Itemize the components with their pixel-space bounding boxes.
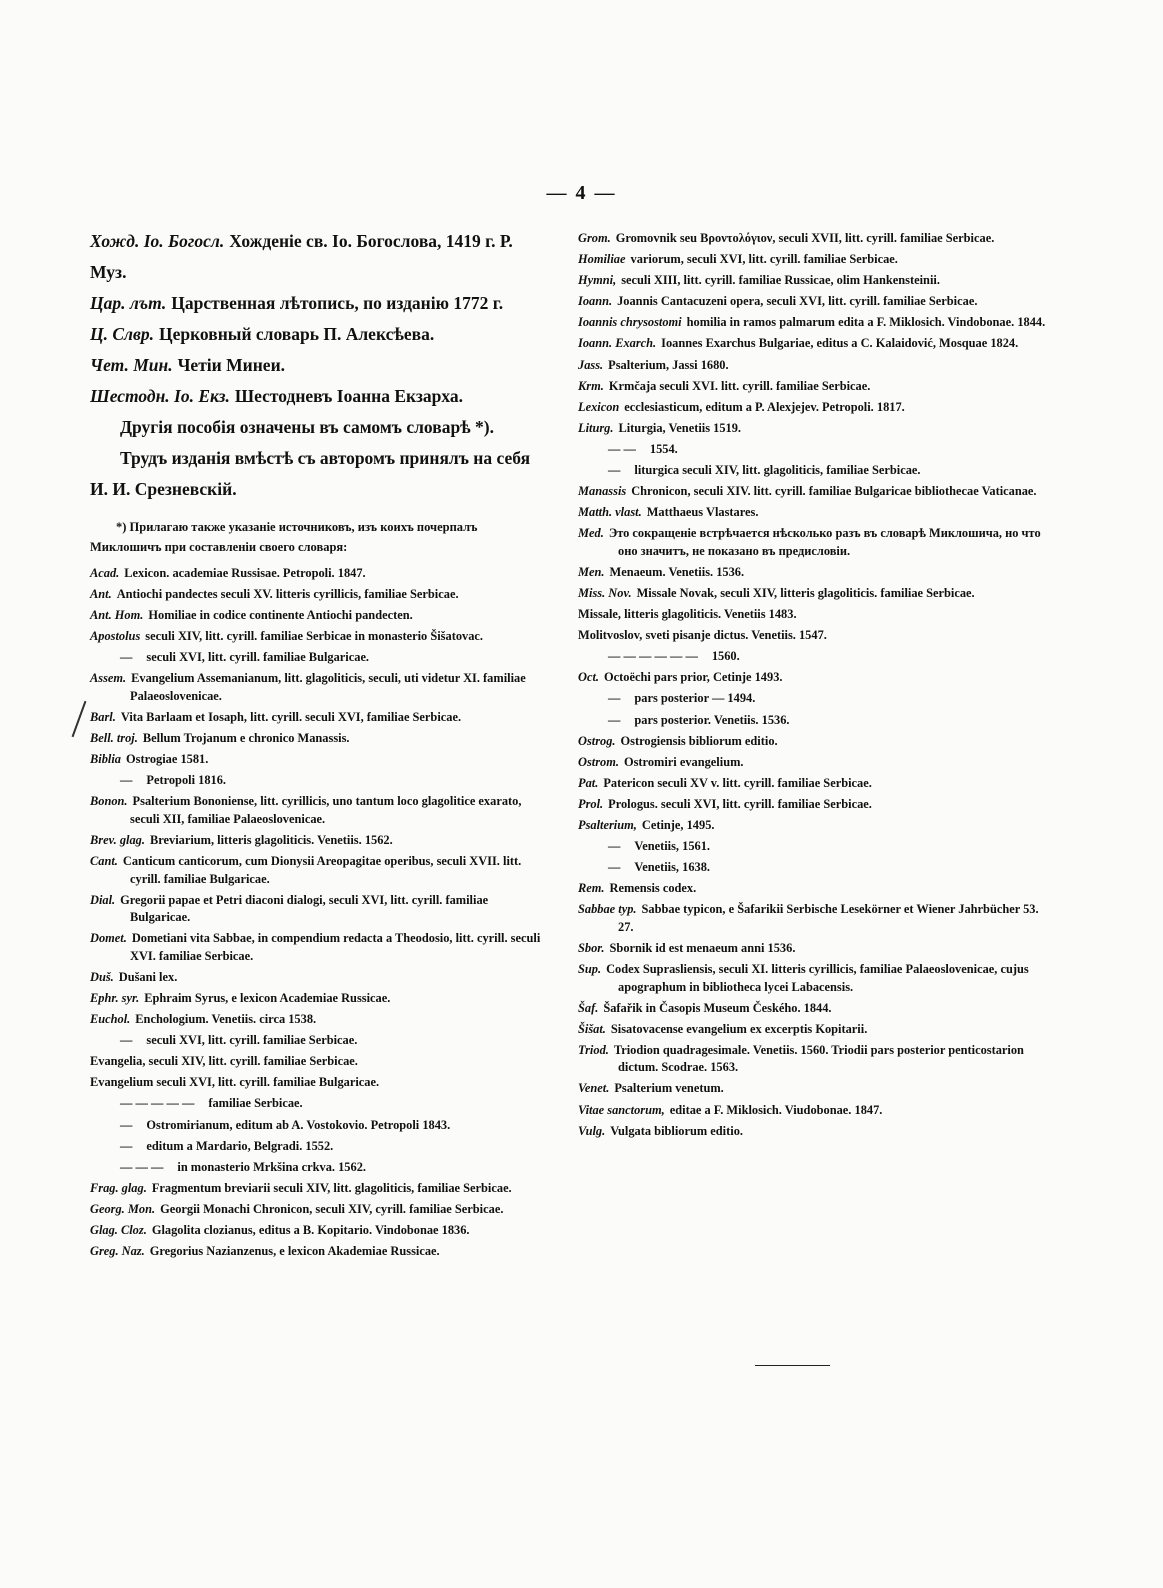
source-entry <box>578 817 1048 835</box>
source-entry <box>90 649 545 667</box>
source-entry-text: Codex Suprasliensis, seculi XI. litteris cyrillicis, familiae Palaeoslovenicae, cujus apographum in bibliotheca lycei Labacensis. <box>606 962 1029 994</box>
source-entry-text: Lexicon. academiae Russisae. Petropoli. 1847. <box>124 566 366 580</box>
source-entry-text: Evangelia, seculi XIV, litt. cyrill. familiae Serbicae. <box>90 1054 358 1069</box>
source-entry <box>578 961 1048 996</box>
source-entry <box>90 1032 545 1050</box>
source-entry <box>90 892 545 927</box>
source-entry <box>578 1080 1048 1098</box>
source-entry <box>578 880 1048 898</box>
source-entry-text: in monasterio Mrkšina crkva. 1562. <box>177 1159 366 1174</box>
source-entry <box>578 1123 1048 1141</box>
source-entry-abbr: — <box>608 712 621 727</box>
source-entry <box>578 251 1048 269</box>
page-number: — 4 — <box>546 182 617 204</box>
source-entry <box>90 1138 545 1156</box>
source-entry-abbr: Ostrom. <box>578 754 619 769</box>
source-entry-abbr: — <box>120 650 133 665</box>
source-line <box>90 319 545 350</box>
source-entry <box>578 504 1048 522</box>
source-entry-text: Это сокращеніе встрѣчается нѣсколько разъ въ словарѣ Миклошича, но что оно значитъ, не показано въ предисловіи. <box>608 526 1041 558</box>
source-entry-abbr: — — — — — — <box>608 649 698 664</box>
source-entry-text: Breviarium, litteris glagoliticis. Venetiis. 1562. <box>149 833 393 848</box>
source-entry <box>90 751 545 769</box>
margin-pencil-mark <box>72 701 87 737</box>
source-line-text: Церковный словарь П. Алексѣева. <box>158 324 435 344</box>
source-entry <box>578 627 1048 645</box>
source-entry <box>90 1243 545 1261</box>
left-column <box>90 226 545 1264</box>
source-entry <box>90 990 545 1008</box>
source-entry-abbr: — <box>608 463 621 478</box>
source-entry-text: Psalterium Bononiense, litt. cyrillicis, uno tantum loco glagolitice exarato, seculi XII, familiae Palaeoslovenicae. <box>130 794 522 826</box>
source-line <box>90 226 545 288</box>
right-source-entries <box>578 230 1048 1140</box>
source-entry-abbr: Brev. glag. <box>90 833 145 848</box>
source-entry <box>578 606 1048 624</box>
source-entry <box>578 1102 1048 1120</box>
source-entry-abbr: — <box>608 691 621 706</box>
source-entry-text: Canticum canticorum, cum Dionysii Areopagitae operibus, seculi XVII. litt. cyrill. familiae Bulgaricae. <box>122 854 522 886</box>
source-entry-abbr: — <box>120 773 133 788</box>
source-entry-text: Dometiani vita Sabbae, in compendium redacta a Theodosio, litt. cyrill. seculi XVI. familiae Serbicae. <box>130 931 541 963</box>
source-entry-abbr: Miss. Nov. <box>578 586 632 600</box>
source-entry-abbr: Sbor. <box>578 941 605 955</box>
source-entry-text: seculi XVI, litt. cyrill. familiae Serbicae. <box>146 1033 358 1048</box>
source-entry-text: Psalterium, Jassi 1680. <box>608 357 729 372</box>
source-entry-text: Bellum Trojanum e chronico Manassis. <box>142 731 350 746</box>
source-entry <box>90 1117 545 1135</box>
source-entry-abbr: Assem. <box>90 671 127 686</box>
source-entry-text: Georgii Monachi Chronicon, seculi XIV, cyrill. familiae Serbicae. <box>160 1201 504 1216</box>
source-entry-abbr: Šišat. <box>578 1021 606 1036</box>
source-entry-text: Antiochi pandectes seculi XV. litteris cyrillicis, familiae Serbicae. <box>116 587 459 602</box>
source-entry <box>90 730 545 748</box>
source-entry-text: Sisatovacense evangelium ex excerptis Kopitarii. <box>610 1021 868 1036</box>
source-entry <box>90 628 545 646</box>
source-entry-abbr: Jass. <box>578 357 604 372</box>
source-entry <box>90 772 545 790</box>
source-entry <box>90 930 545 965</box>
source-entry <box>578 483 1048 501</box>
source-entry-text: Triodion quadragesimale. Venetiis. 1560. Triodii pars posterior penticostarion dictum. Scodrae. 1563. <box>613 1042 1024 1075</box>
source-entry <box>578 293 1048 311</box>
source-line-abbr: Ц. Слвр. <box>90 324 154 344</box>
source-line-abbr: Цар. лът. <box>90 293 167 313</box>
source-entry-text: Octoëchi pars prior, Cetinje 1493. <box>604 670 783 685</box>
source-entry-abbr: Bonon. <box>90 794 128 809</box>
source-entry-text: Molitvoslov, sveti pisanje dictus. Venetiis. 1547. <box>578 628 827 643</box>
source-entry-text: Evangelium Assemanianum, litt. glagoliticis, seculi, uti videtur XI. familiae Palaeoslovenicae. <box>130 671 526 703</box>
source-entry <box>90 1222 545 1240</box>
source-entry-text: Sabbae typicon, e Šafarikii Serbische Lesekörner et Wiener Jahrbücher 53. 27. <box>618 902 1039 934</box>
source-entry-abbr: Psalterium, <box>578 818 637 833</box>
source-entry <box>578 314 1048 332</box>
source-entry-abbr: Lexicon <box>578 399 620 414</box>
source-entry-text: pars posterior — 1494. <box>634 691 756 706</box>
source-entry-abbr: Rem. <box>578 881 605 896</box>
source-entry-text: editum a Mardario, Belgradi. 1552. <box>146 1138 334 1153</box>
source-entry-abbr: Venet. <box>578 1081 610 1096</box>
source-entry-abbr: Barl. <box>90 710 116 725</box>
source-entry <box>578 669 1048 687</box>
source-entry <box>578 462 1048 480</box>
source-entry-abbr: Biblia <box>90 752 121 767</box>
source-entry-text: Gregorii papae et Petri diaconi dialogi, seculi XVI, litt. cyrill. familiae Bulgaricae. <box>120 892 489 925</box>
source-entry-text: Patericon seculi XV v. litt. cyrill. familiae Serbicae. <box>603 775 872 790</box>
source-entry-abbr: Men. <box>578 564 605 579</box>
editor-note: Трудъ изданія вмѣстѣ съ авторомъ принялъ на себя И. И. Срезневскій. <box>90 448 531 499</box>
source-entry <box>578 712 1048 730</box>
source-entry-text: Krmčaja seculi XVI. litt. cyrill. familiae Serbicae. <box>608 378 871 393</box>
source-entry-text: Šafařik in Časopis Museum Českého. 1844. <box>603 1000 832 1015</box>
source-entry-abbr: Vitae sanctorum, <box>578 1102 665 1117</box>
source-entry <box>578 441 1048 459</box>
source-entry-abbr: Ostrog. <box>578 733 616 748</box>
source-entry <box>578 335 1048 353</box>
source-entry-text: Evangelium seculi XVI, litt. cyrill. familiae Bulgaricae. <box>90 1075 380 1090</box>
source-entry-text: Vita Barlaam et Iosaph, litt. cyrill. seculi XVI, familiae Serbicae. <box>120 710 462 725</box>
source-entry-abbr: — — <box>608 441 636 456</box>
source-entry <box>90 1095 545 1113</box>
other-aids-note: Другія пособія означены въ самомъ словарѣ *). <box>120 417 495 437</box>
source-entry-text: Enchologium. Venetiis. circa 1538. <box>135 1012 317 1027</box>
source-entry <box>90 1201 545 1219</box>
source-entry <box>578 399 1048 417</box>
source-entry <box>578 859 1048 877</box>
left-source-entries <box>90 565 545 1261</box>
source-entry-abbr: — <box>608 839 621 854</box>
source-entry-abbr: Acad. <box>90 566 120 580</box>
end-rule <box>755 1365 830 1366</box>
source-line-abbr: Хожд. Io. Богосл. <box>90 231 225 251</box>
source-entry <box>90 670 545 705</box>
source-line-text: Хожденіе св. Io. Богослова, 1419 г. Р. Муз. <box>90 231 513 282</box>
source-entry-abbr: Dial. <box>90 892 116 907</box>
source-entry-text: Ephraim Syrus, e lexicon Academiae Russicae. <box>144 991 391 1005</box>
source-entry-text: pars posterior. Venetiis. 1536. <box>634 712 790 727</box>
source-entry-abbr: — — — — — <box>120 1096 195 1111</box>
source-entry-abbr: Ioannis chrysostomi <box>578 315 682 330</box>
source-line <box>90 381 545 412</box>
source-entry <box>578 754 1048 772</box>
source-entry <box>578 796 1048 814</box>
source-entry <box>578 1000 1048 1018</box>
source-entry <box>578 357 1048 375</box>
source-entry-abbr: Liturg. <box>578 420 614 435</box>
source-entry <box>578 648 1048 666</box>
source-entry-text: editae a F. Miklosich. Viudobonae. 1847. <box>669 1102 883 1117</box>
source-entry-text: Psalterium venetum. <box>614 1081 724 1096</box>
source-line-text: Четіи Минеи. <box>177 355 286 375</box>
source-entry <box>90 1053 545 1071</box>
source-entry <box>578 420 1048 438</box>
source-entry-abbr: Greg. Naz. <box>90 1244 145 1259</box>
source-entry <box>578 230 1048 248</box>
source-entry-text: Venetiis, 1638. <box>634 860 710 875</box>
source-entry <box>578 838 1048 856</box>
source-entry-abbr: Manassis <box>578 484 627 499</box>
source-entry <box>578 272 1048 290</box>
source-line <box>90 288 545 319</box>
source-entry <box>578 1021 1048 1039</box>
source-entry-text: Ostrogiensis bibliorum editio. <box>620 733 778 748</box>
source-entry-text: Menaeum. Venetiis. 1536. <box>609 564 745 579</box>
source-entry <box>578 564 1048 582</box>
source-entry <box>578 940 1048 958</box>
source-entry-abbr: Glag. Cloz. <box>90 1223 147 1238</box>
source-entry-abbr: Euchol. <box>90 1012 131 1027</box>
source-entry-abbr: Frag. glag. <box>90 1180 147 1195</box>
source-entry-abbr: Krm. <box>578 378 604 393</box>
source-entry-text: Venetiis, 1561. <box>634 839 710 854</box>
source-entry-abbr: Hymni, <box>578 273 617 288</box>
source-entry-text: ecclesiasticum, editum a P. Alexjejev. Petropoli. 1817. <box>624 399 905 414</box>
source-entry-text: Matthaeus Vlastares. <box>646 505 759 520</box>
source-entry-abbr: Med. <box>578 526 604 541</box>
source-entry-text: Joannis Cantacuzeni opera, seculi XVI, litt. cyrill. familiae Serbicae. <box>617 294 978 309</box>
source-entry <box>90 709 545 727</box>
source-entry-abbr: Sabbae typ. <box>578 902 637 917</box>
source-entry-text: Cetinje, 1495. <box>641 818 715 833</box>
source-line-text: Шестодневъ Іоанна Екзарха. <box>234 386 464 406</box>
source-entry-text: Sbornik id est menaeum anni 1536. <box>609 941 796 955</box>
source-entry-abbr: Ant. <box>90 587 112 602</box>
source-entry-text: Ostromirianum, editum ab A. Vostokovio. Petropoli 1843. <box>146 1117 451 1132</box>
source-entry-text: Vulgata bibliorum editio. <box>610 1123 743 1138</box>
source-entry-abbr: Triod. <box>578 1042 609 1057</box>
source-entry-text: familiae Serbicae. <box>208 1096 303 1111</box>
source-entry-text: seculi XIV, litt. cyrill. familiae Serbicae in monasterio Šišatovac. <box>145 629 483 644</box>
source-entry <box>578 378 1048 396</box>
source-entry-text: Chronicon, seculi XIV. litt. cyrill. familiae Bulgaricae bibliothecae Vaticanae. <box>631 484 1037 499</box>
source-entry-abbr: Duš. <box>90 969 114 984</box>
source-entry-abbr: Pat. <box>578 775 599 790</box>
source-entry-abbr: Sup. <box>578 962 602 977</box>
source-entry-abbr: Homiliae <box>578 252 626 267</box>
right-column <box>578 230 1048 1144</box>
source-entry-abbr: Prol. <box>578 796 604 811</box>
source-entry-abbr: Ioann. Exarch. <box>578 336 657 351</box>
source-entry-text: liturgica seculi XIV, litt. glagoliticis, familiae Serbicae. <box>634 463 921 478</box>
source-entry <box>90 565 545 583</box>
source-entry-text: 1560. <box>711 649 740 664</box>
source-entry-abbr: Matth. vlast. <box>578 505 642 520</box>
source-entry-text: Dušani lex. <box>118 969 178 984</box>
source-entry-text: 1554. <box>649 441 678 456</box>
source-entry-abbr: Cant. <box>90 854 118 869</box>
source-entry <box>90 607 545 625</box>
source-entry-abbr: Oct. <box>578 670 599 685</box>
source-entry-abbr: — <box>120 1138 133 1153</box>
source-entry-text: Prologus. seculi XVI, litt. cyrill. familiae Serbicae. <box>608 796 872 811</box>
source-entry-text: Ostromiri evangelium. <box>623 754 744 769</box>
source-line-text: Царственная лѣтопись, по изданію 1772 г. <box>171 293 504 313</box>
source-entry-abbr: Vulg. <box>578 1123 606 1138</box>
source-entry-text: Ostrogiae 1581. <box>125 752 209 767</box>
source-entry <box>90 969 545 987</box>
source-entry <box>578 733 1048 751</box>
source-entry-abbr: — <box>120 1033 133 1048</box>
source-entry-text: Liturgia, Venetiis 1519. <box>618 420 742 435</box>
source-entry <box>90 1180 545 1198</box>
source-entry-abbr: Ioann. <box>578 294 613 309</box>
source-entry <box>578 901 1048 936</box>
source-entry-text: Missale, litteris glagoliticis. Venetiis 1483. <box>578 607 797 622</box>
source-entry <box>90 1159 545 1177</box>
source-entry-abbr: — <box>608 860 621 875</box>
source-entry-text: Fragmentum breviarii seculi XIV, litt. glagoliticis, familiae Serbicae. <box>151 1180 512 1195</box>
source-entry <box>578 775 1048 793</box>
source-entry <box>90 1011 545 1029</box>
source-entry <box>90 586 545 604</box>
source-line-abbr: Чет. Мин. <box>90 355 173 375</box>
source-entry-text: Glagolita clozianus, editus a B. Kopitario. Vindobonae 1836. <box>151 1223 470 1238</box>
source-entry <box>90 853 545 888</box>
source-entry-abbr: Ant. Hom. <box>90 608 144 623</box>
source-list-intro <box>90 226 545 412</box>
source-entry <box>578 1042 1048 1077</box>
source-entry-text: homilia in ramos palmarum edita a F. Miklosich. Vindobonae. 1844. <box>686 315 1046 330</box>
source-entry-text: Homiliae in codice continente Antiochi pandecten. <box>148 608 413 623</box>
source-entry-abbr: — — — <box>120 1159 164 1174</box>
source-entry-abbr: Ephr. syr. <box>90 991 140 1005</box>
source-entry <box>578 690 1048 708</box>
footnote-intro: *) Прилагаю также указаніе источниковъ, изъ коихъ почерпалъ Миклошичъ при составленіи своего словаря: <box>90 520 478 554</box>
source-entry-abbr: Apostolus <box>90 629 141 644</box>
source-entry-text: Ioannes Exarchus Bulgariae, editus a C. Kalaidović, Mosquae 1824. <box>661 336 1019 351</box>
source-entry-abbr: Grom. <box>578 231 611 245</box>
source-entry-text: Missale Novak, seculi XIV, litteris glagoliticis. familiae Serbicae. <box>636 586 975 600</box>
source-entry-abbr: — <box>120 1117 133 1132</box>
source-entry <box>578 585 1048 603</box>
source-entry-abbr: Georg. Mon. <box>90 1201 156 1216</box>
source-entry <box>578 525 1048 560</box>
source-entry-text: seculi XIII, litt. cyrill. familiae Russicae, olim Hankensteinii. <box>621 273 940 288</box>
source-entry-text: Remensis codex. <box>609 881 697 896</box>
source-entry-abbr: Bell. troj. <box>90 731 138 746</box>
source-entry-text: Petropoli 1816. <box>146 773 227 788</box>
source-entry <box>90 1074 545 1092</box>
source-line <box>90 350 545 381</box>
source-entry-text: Gregorius Nazianzenus, e lexicon Akademiae Russicae. <box>149 1244 440 1259</box>
source-entry-text: variorum, seculi XVI, litt. cyrill. familiae Serbicae. <box>630 252 898 267</box>
source-entry-abbr: Domet. <box>90 931 127 946</box>
source-entry <box>90 832 545 850</box>
source-entry-text: seculi XVI, litt. cyrill. familiae Bulgaricae. <box>146 650 370 665</box>
source-entry-text: Gromovnik seu Βροντολόγιον, seculi XVII, litt. cyrill. familiae Serbicae. <box>615 231 995 245</box>
source-line-abbr: Шестодн. Io. Екз. <box>90 386 230 406</box>
source-entry <box>90 793 545 828</box>
source-entry-abbr: Šaf. <box>578 1000 599 1015</box>
